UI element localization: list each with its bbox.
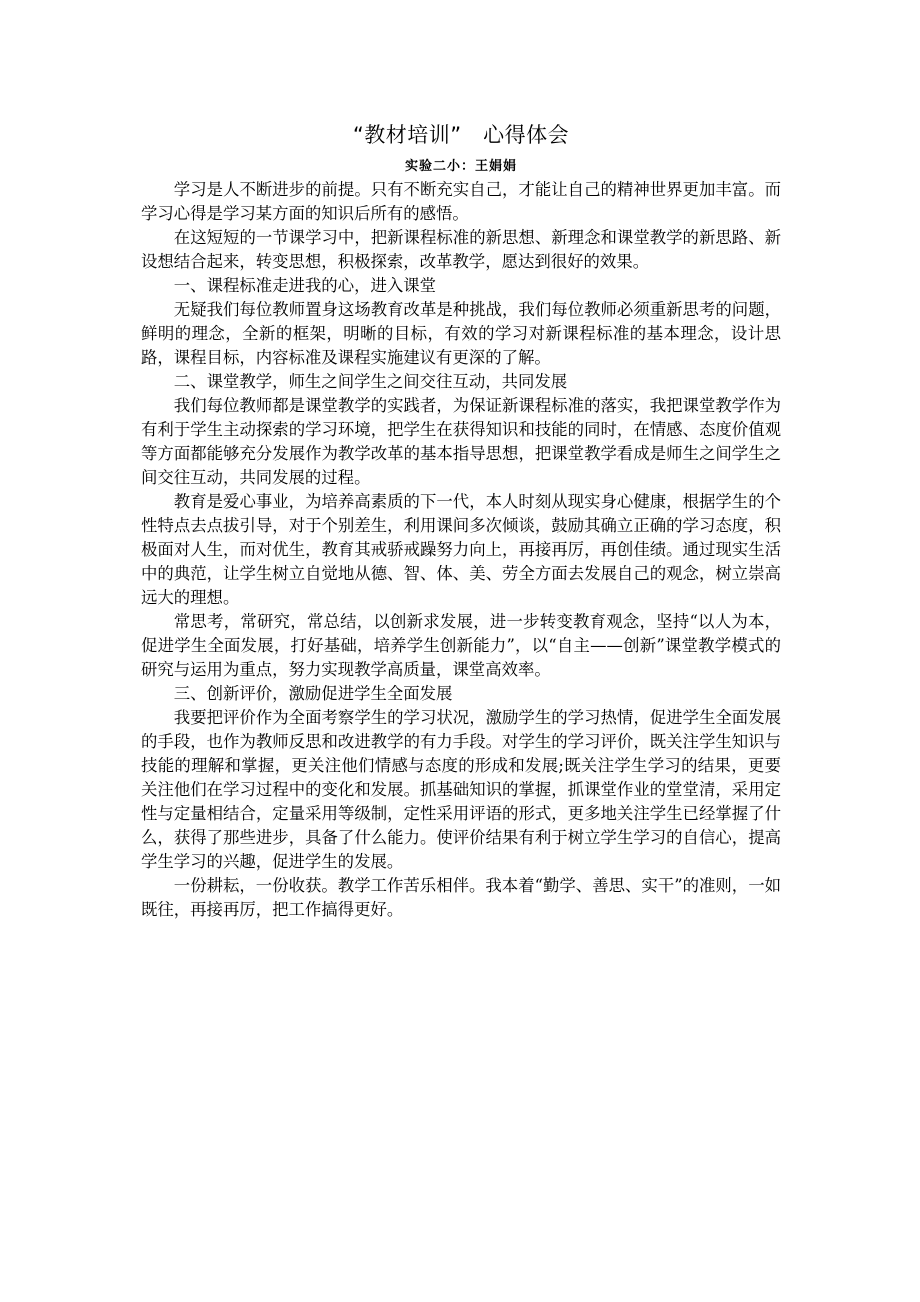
document-title: “教材培训” 心得体会 (352, 123, 570, 147)
paragraph: 学习是人不断进步的前提。只有不断充实自己，才能让自己的精神世界更加丰富。而学习心得是学习某方面的知识后所有的感悟。 (141, 180, 781, 223)
section-heading: 一、课程标准走进我的心，进入课堂 (173, 276, 437, 295)
paragraph: 在这短短的一节课学习中，把新课程标准的新思想、新理念和课堂教学的新思路、新设想结合起来，转变思想，积极探索，改革教学，愿达到很好的效果。 (141, 228, 781, 271)
paragraph: 无疑我们每位教师置身这场教育改革是种挑战，我们每位教师必须重新思考的问题，鲜明的理念，全新的框架，明晰的目标，有效的学习对新课程标准的基本理念，设计思路，课程目标，内容标准及课程实施建议有更深的了解。 (141, 300, 781, 367)
paragraph: 常思考，常研究，常总结，以创新求发展，进一步转变教育观念，坚持“以人为本，促进学生全面发展，打好基础，培养学生创新能力”，以“自主——创新”课堂教学模式的研究与运用为重点，努力实现教学高质量，课堂高效率。 (141, 612, 781, 679)
section-heading: 二、课堂教学，师生之间学生之间交往互动，共同发展 (173, 372, 568, 391)
paragraph-list (141, 178, 781, 922)
section-heading: 三、创新评价，激励促进学生全面发展 (173, 684, 453, 703)
paragraph: 我们每位教师都是课堂教学的实践者，为保证新课程标准的落实，我把课堂教学作为有利于学生主动探索的学习环境，把学生在获得知识和技能的同时，在情感、态度价值观等方面都能够充分发展作为教学改革的基本指导思想，把课堂教学看成是师生之间学生之间交往互动，共同发展的过程。 (141, 396, 781, 487)
paragraph: 教育是爱心事业，为培养高素质的下一代，本人时刻从现实身心健康，根据学生的个性特点去点拔引导，对于个别差生，利用课间多次倾谈，鼓励其确立正确的学习态度，积极面对人生，而对优生，教育其戒骄戒躁努力向上，再接再厉，再创佳绩。通过现实生活中的典范，让学生树立自觉地从德、智、体、美、劳全方面去发展自己的观念，树立崇高远大的理想。 (141, 492, 781, 607)
paragraph: 我要把评价作为全面考察学生的学习状况，激励学生的学习热情，促进学生全面发展的手段，也作为教师反思和改进教学的有力手段。对学生的学习评价，既关注学生知识与技能的理解和掌握，更关注他们情感与态度的形成和发展;既关注学生学习的结果，更要关注他们在学习过程中的变化和发展。抓基础知识的掌握，抓课堂作业的堂堂清，采用定性与定量相结合，定量采用等级制，定性采用评语的形式，更多地关注学生已经掌握了什么，获得了那些进步，具备了什么能力。使评价结果有利于树立学生学习的自信心，提高学生学习的兴趣，促进学生的发展。 (141, 708, 781, 871)
document-author: 实验二小：王娟娟 (404, 159, 517, 174)
paragraph: 一份耕耘，一份收获。教学工作苦乐相伴。我本着“勤学、善思、实干”的准则，一如既往，再接再厉，把工作搞得更好。 (141, 876, 781, 919)
document-body (141, 118, 781, 922)
